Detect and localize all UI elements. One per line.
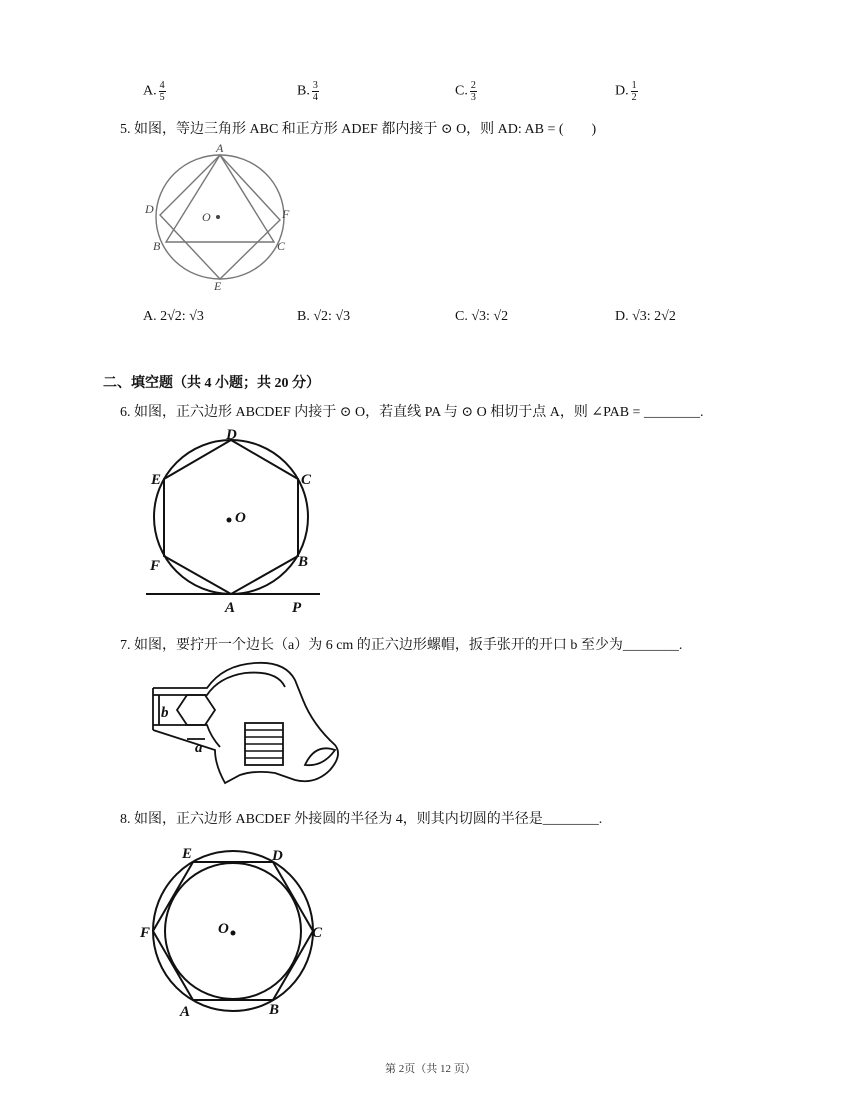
q5-label-o: O bbox=[202, 210, 211, 224]
q5-label-c: C bbox=[277, 239, 286, 253]
q5-triangle-abc bbox=[166, 155, 274, 242]
section-title: 二、填空题（共 4 小题；共 20 分） bbox=[103, 376, 320, 391]
q8-label-a: A bbox=[180, 1004, 191, 1020]
q5-option-b: B. √2: √3 bbox=[297, 309, 351, 324]
q6-label-b: B bbox=[298, 554, 309, 570]
q4-option-b: B. $\frac{3}{4}$ bbox=[297, 80, 318, 103]
q6-label-c: C bbox=[301, 472, 312, 488]
q4-option-a: A. $\frac{4}{5}$ bbox=[143, 80, 165, 103]
q5-option-a: A. 2√2: √3 bbox=[143, 309, 204, 324]
q6-label-d: D bbox=[226, 427, 237, 443]
q8-text: 8. 如图，正六边形 ABCDEF 外接圆的半径为 4，则其内切圆的半径是________. bbox=[120, 812, 603, 827]
q5-option-c: C. √3: √2 bbox=[455, 309, 509, 324]
q6-center-dot bbox=[227, 518, 232, 523]
q4-option-d: D. $\frac{1}{2}$ bbox=[615, 80, 637, 103]
q6-text: 6. 如图，正六边形 ABCDEF 内接于 ⊙ O，若直线 PA 与 ⊙ O 相切于点 A，则 ∠PAB = ________. bbox=[120, 405, 704, 420]
q7-text: 7. 如图，要拧开一个边长（a）为 6 cm 的正六边形螺帽，扳手张开的开口 b 至少为________. bbox=[120, 638, 683, 653]
q5-label-a: A bbox=[216, 141, 224, 155]
q6-hexagon bbox=[164, 440, 298, 594]
q5-text: 5. 如图，等边三角形 ABC 和正方形 ADEF 都内接于 ⊙ O，则 AD: AB = ( ) bbox=[120, 122, 597, 137]
page-footer: 第 2页（共 12 页） bbox=[385, 1063, 476, 1075]
q7-wrench-figure bbox=[145, 655, 345, 795]
q7-label-b: b bbox=[161, 705, 169, 721]
q8-center-dot bbox=[231, 931, 236, 936]
q6-label-p: P bbox=[292, 600, 302, 616]
q5-center-dot bbox=[216, 215, 220, 219]
q5-label-b: B bbox=[153, 239, 161, 253]
q8-figure bbox=[138, 838, 338, 1023]
q6-label-o: O bbox=[235, 510, 246, 526]
q6-label-a: A bbox=[225, 600, 236, 616]
q8-label-d: D bbox=[272, 848, 283, 864]
q8-label-o: O bbox=[218, 921, 229, 937]
q8-label-f: F bbox=[140, 925, 151, 941]
q7-hex-nut bbox=[177, 695, 215, 725]
q4-option-c: C. $\frac{2}{3}$ bbox=[455, 80, 476, 103]
q5-option-d: D. √3: 2√2 bbox=[615, 309, 676, 324]
q6-figure bbox=[140, 422, 330, 617]
q8-label-c: C bbox=[312, 925, 323, 941]
q7-label-a: a bbox=[195, 740, 203, 756]
q5-label-d: D bbox=[145, 202, 154, 216]
q5-figure bbox=[140, 140, 300, 295]
q5-label-e: E bbox=[214, 279, 222, 293]
q7-handle-hole bbox=[305, 748, 335, 765]
q5-label-f: F bbox=[282, 207, 290, 221]
q6-label-e: E bbox=[151, 472, 162, 488]
q8-label-e: E bbox=[182, 846, 193, 862]
q8-label-b: B bbox=[269, 1002, 280, 1018]
q6-circle bbox=[154, 440, 308, 594]
q6-label-f: F bbox=[150, 558, 161, 574]
